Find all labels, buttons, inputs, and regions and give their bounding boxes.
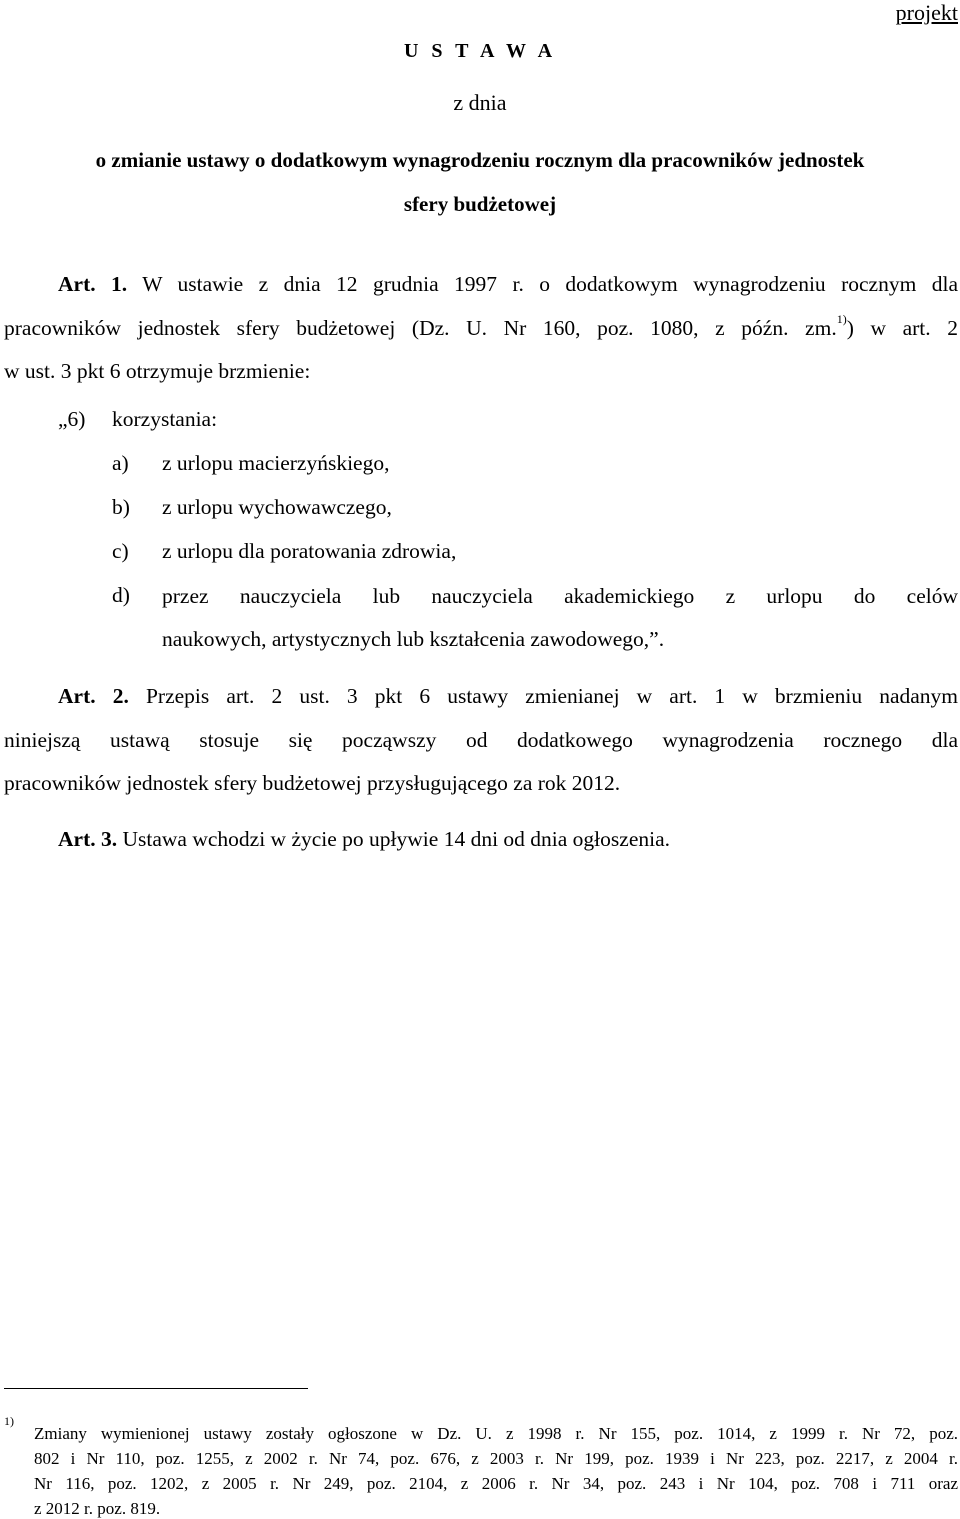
art1-line1-text: W ustawie z dnia 12 grudnia 1997 r. o dodatkowym wynagrodzeniu rocznym dla	[142, 272, 958, 296]
art1-label: Art. 1.	[58, 272, 128, 296]
art2-line-3: pracowników jednostek sfery budżetowej przysługującego za rok 2012.	[4, 771, 621, 795]
art1-line2-text: pracowników jednostek sfery budżetowej (Dz. U. Nr 160, poz. 1080, z późn. zm.	[4, 316, 837, 340]
subject-line-1: o zmianie ustawy o dodatkowym wynagrodzeniu rocznym dla pracowników jednostek	[95, 148, 865, 172]
art1-line-3: w ust. 3 pkt 6 otrzymuje brzmienie:	[4, 359, 311, 383]
item-c-text: z urlopu dla poratowania zdrowia,	[162, 539, 457, 563]
item-d-letter: d)	[112, 583, 130, 607]
art1-line-2	[4, 312, 958, 341]
footnote-marker: 1)	[4, 1414, 14, 1428]
footnote-line-4: z 2012 r. poz. 819.	[34, 1499, 161, 1518]
art2-line-1	[58, 684, 958, 709]
point-6-number: „6)	[58, 407, 86, 431]
art2-line1-text: Przepis art. 2 ust. 3 pkt 6 ustawy zmienianej w art. 1 w brzmieniu nadanym	[145, 684, 959, 708]
point-6-text: korzystania:	[112, 407, 218, 431]
art1-line-1	[58, 272, 958, 297]
item-b-letter: b)	[112, 495, 130, 519]
document-title: U S T A W A	[403, 40, 557, 62]
date-line: z dnia	[453, 90, 507, 115]
item-d-text-cont: naukowych, artystycznych lub kształcenia zawodowego,”.	[162, 627, 665, 651]
art2-line-2: niniejszą ustawą stosuje się począwszy od dodatkowego wynagrodzenia rocznego dla	[4, 728, 958, 752]
art3-text: Ustawa wchodzi w życie po upływie 14 dni od dnia ogłoszenia.	[122, 827, 670, 851]
footnote-line-3: Nr 116, poz. 1202, z 2005 r. Nr 249, poz. 2104, z 2006 r. Nr 34, poz. 243 i Nr 104, poz. 708 i 711 oraz	[34, 1474, 958, 1493]
item-c-letter: c)	[112, 539, 129, 563]
art3-line	[58, 828, 670, 850]
art2-label: Art. 2.	[58, 684, 129, 708]
footnote-line-1: Zmiany wymienionej ustawy zostały ogłoszone w Dz. U. z 1998 r. Nr 155, poz. 1014, z 1999 r. Nr 72, poz.	[34, 1424, 958, 1443]
footnote-line-2: 802 i Nr 110, poz. 1255, z 2002 r. Nr 74, poz. 676, z 2003 r. Nr 199, poz. 1939 i Nr 223, poz. 2217, z 2004 r.	[34, 1449, 958, 1468]
art1-line2-end: ) w art. 2	[846, 316, 958, 340]
projekt-label: projekt	[895, 0, 958, 25]
footnote-ref: 1)	[836, 312, 847, 326]
subject-line-2: sfery budżetowej	[403, 192, 557, 216]
item-a-letter: a)	[112, 451, 129, 475]
item-a-text: z urlopu macierzyńskiego,	[162, 451, 390, 475]
art3-label: Art. 3.	[58, 827, 118, 851]
item-d-text: przez nauczyciela lub nauczyciela akademickiego z urlopu do celów	[162, 584, 958, 608]
item-b-text: z urlopu wychowawczego,	[162, 495, 392, 519]
footnote-separator	[4, 1388, 308, 1389]
